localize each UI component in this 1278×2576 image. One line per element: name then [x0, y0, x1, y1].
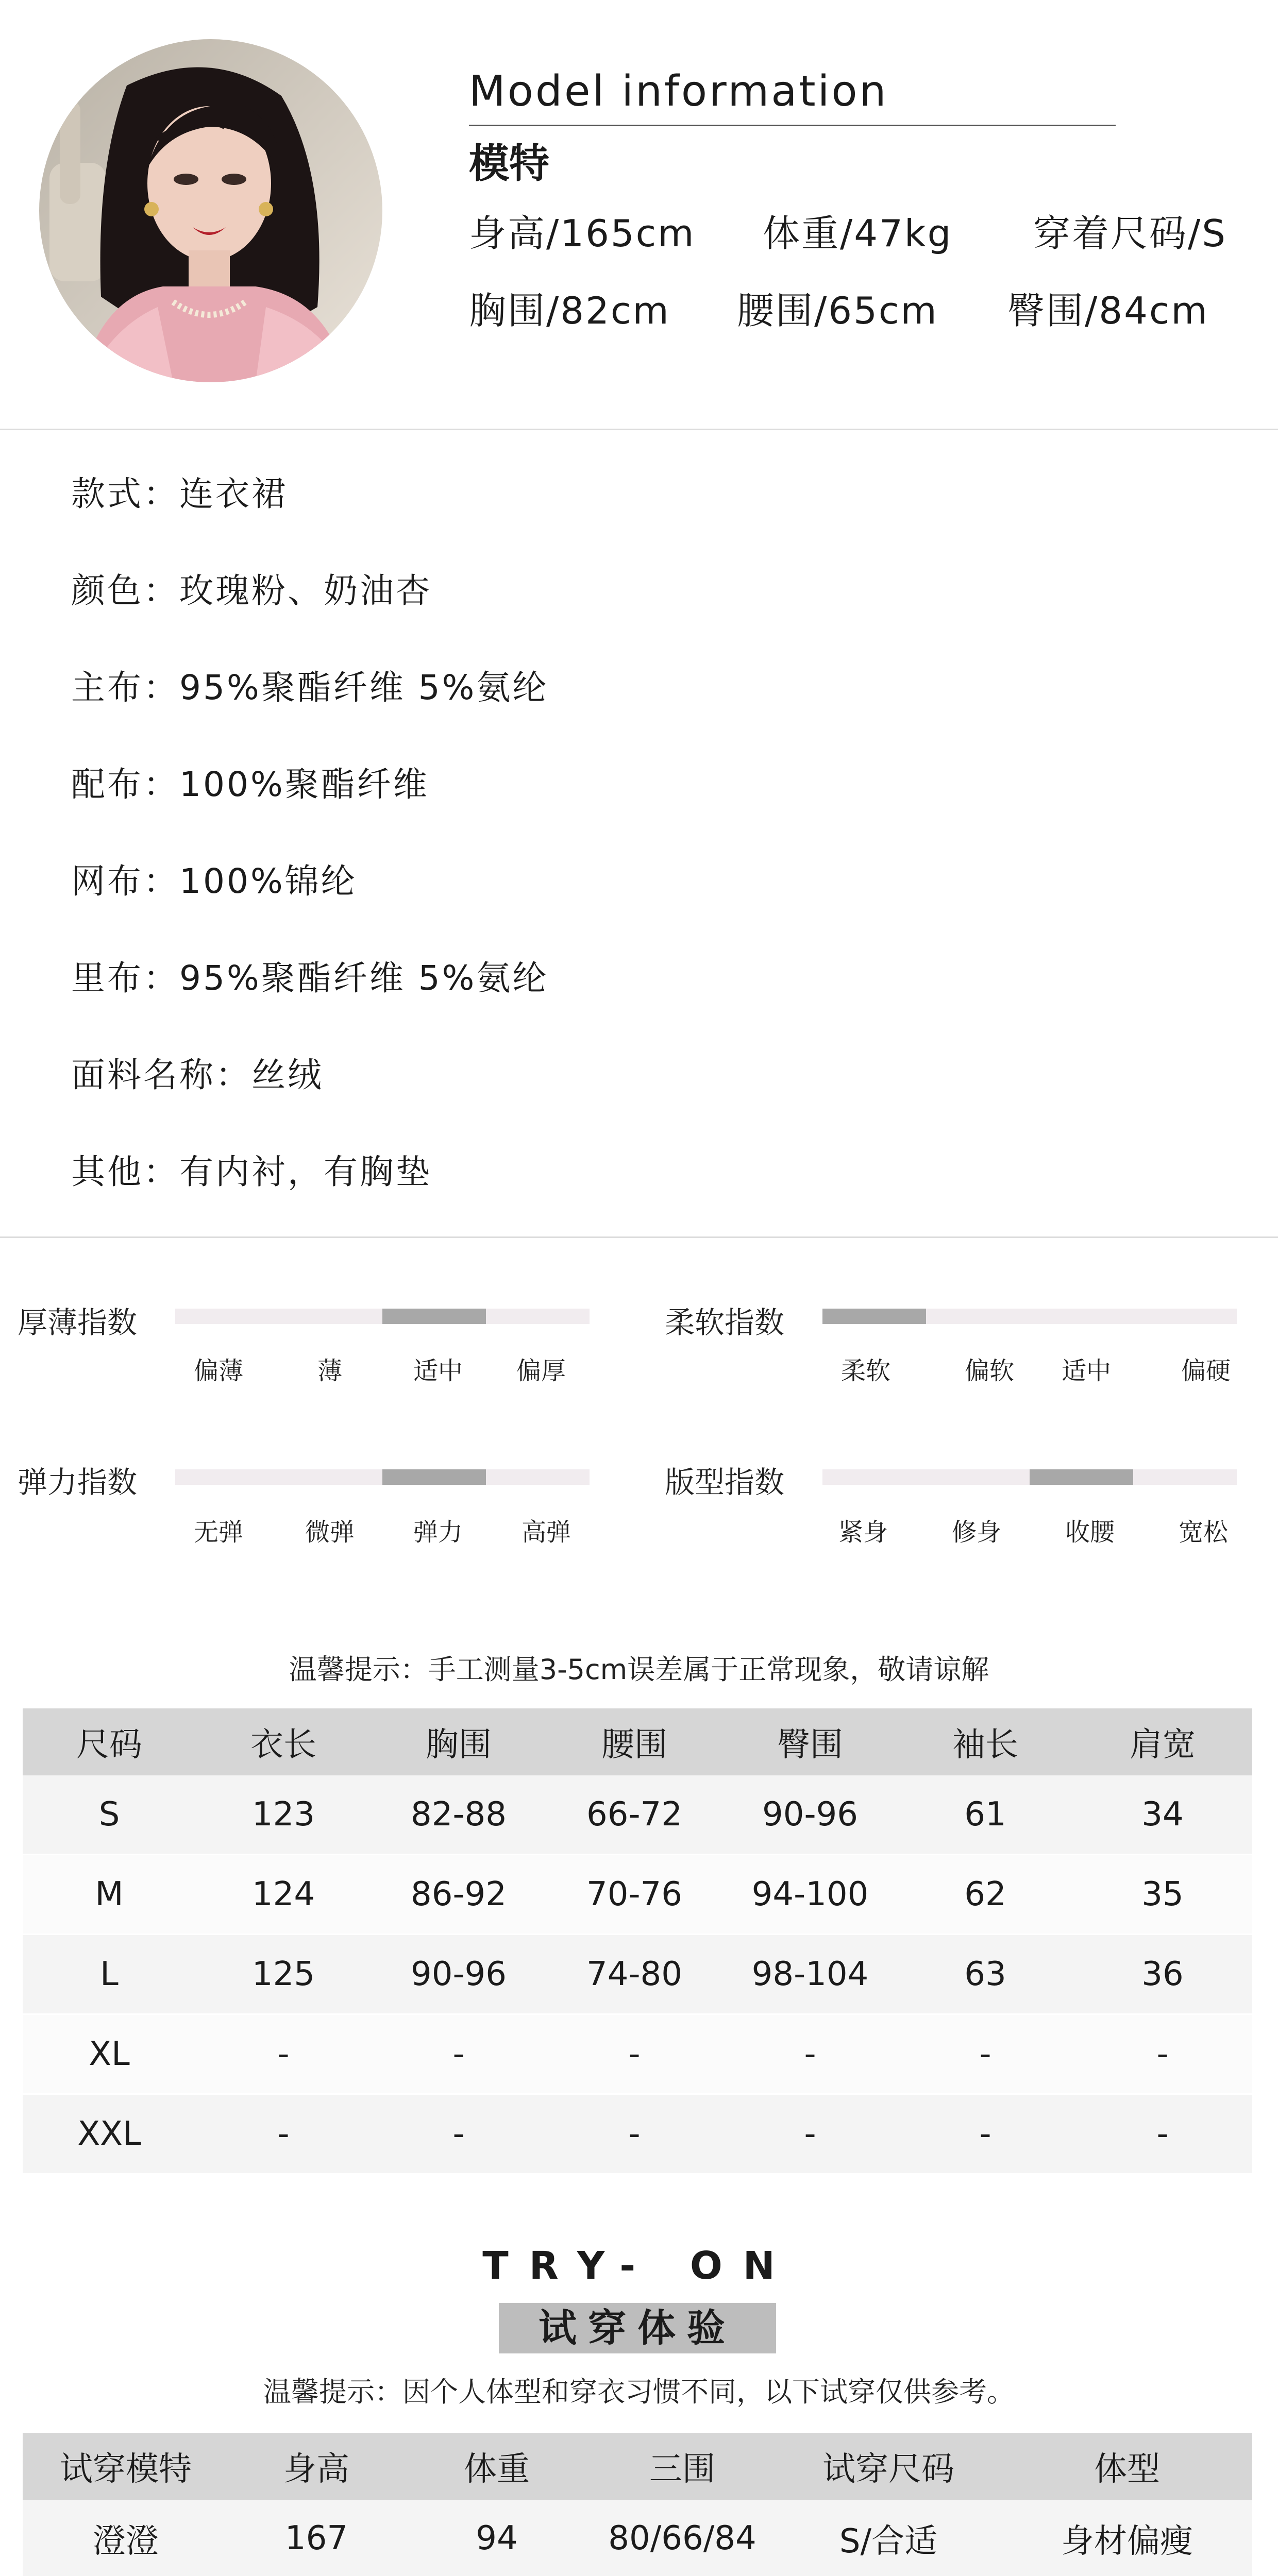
model-hip: 臀围/84cm: [1007, 289, 1209, 332]
table-cell: -: [196, 2014, 371, 2094]
table-cell: 94-100: [722, 1855, 898, 1935]
index-marker-fit: [1030, 1469, 1133, 1485]
index-title-thickness: 厚薄指数: [18, 1305, 138, 1340]
table-cell: 62: [898, 1855, 1073, 1935]
size-table-header: [23, 1708, 1252, 1775]
header-length: 衣长: [196, 1708, 371, 1775]
table-cell: 35: [1073, 1855, 1252, 1935]
header-shoulder: 肩宽: [1073, 1708, 1252, 1775]
header-sleeve: 袖长: [898, 1708, 1073, 1775]
model-info-subtitle: 模特: [469, 141, 550, 187]
attr-other: 其他：有内衬，有胸垫: [71, 1152, 432, 1192]
tryon-title: TRY- ON: [482, 2244, 796, 2288]
table-cell: 94: [404, 2500, 590, 2576]
table-row: [23, 2014, 1252, 2094]
index-label: 微弹: [305, 1518, 355, 1547]
header-tryon-height: 身高: [229, 2433, 404, 2500]
table-cell: -: [371, 2094, 546, 2174]
attr-lining: 里布：95%聚酯纤维 5%氨纶: [71, 958, 549, 998]
model-info-title: Model information: [469, 67, 888, 116]
index-label: 无弹: [193, 1518, 243, 1547]
model-weight: 体重/47kg: [763, 212, 953, 255]
header-bust: 胸围: [371, 1708, 546, 1775]
index-title-elasticity: 弹力指数: [18, 1465, 138, 1500]
table-cell: S: [23, 1775, 196, 1855]
table-cell: 70-76: [546, 1855, 722, 1935]
table-row: [23, 1935, 1252, 2014]
table-cell: 63: [898, 1935, 1073, 2014]
size-table: [23, 1708, 1252, 2175]
table-cell: 90-96: [371, 1935, 546, 2014]
table-cell: -: [546, 2014, 722, 2094]
index-title-softness: 柔软指数: [665, 1305, 785, 1340]
index-track-elasticity: [175, 1469, 590, 1485]
index-label: 柔软: [840, 1357, 890, 1385]
index-marker-softness: [822, 1309, 926, 1324]
table-cell: L: [23, 1935, 196, 2014]
table-row: [23, 2094, 1252, 2174]
table-cell: 167: [229, 2500, 404, 2576]
table-cell: 86-92: [371, 1855, 546, 1935]
header-waist: 腰围: [546, 1708, 722, 1775]
header-hip: 臀围: [722, 1708, 898, 1775]
model-photo-illustration: [39, 39, 382, 382]
tryon-table-header: [23, 2433, 1252, 2500]
table-cell: 125: [196, 1935, 371, 2014]
table-cell: 90-96: [722, 1775, 898, 1855]
index-label: 收腰: [1065, 1518, 1115, 1547]
table-cell: 123: [196, 1775, 371, 1855]
index-marker-elasticity: [382, 1469, 486, 1485]
table-cell: 98-104: [722, 1935, 898, 2014]
index-label: 修身: [951, 1518, 1001, 1547]
index-track-softness: [822, 1309, 1237, 1324]
header-tryon-bodytype: 体型: [1002, 2433, 1252, 2500]
table-cell: 74-80: [546, 1935, 722, 2014]
table-cell: 身材偏瘦: [1002, 2500, 1252, 2576]
section-divider: [0, 429, 1278, 430]
index-label: 适中: [413, 1357, 463, 1385]
size-note: 温馨提示：手工测量3-5cm误差属于正常现象，敬请谅解: [289, 1653, 989, 1686]
model-height: 身高/165cm: [469, 212, 696, 255]
table-cell: -: [898, 2094, 1073, 2174]
model-photo: [39, 39, 382, 382]
header-tryon-size: 试穿尺码: [775, 2433, 1002, 2500]
header-size: 尺码: [23, 1708, 196, 1775]
index-label: 高弹: [521, 1518, 571, 1547]
tryon-note: 温馨提示：因个人体型和穿衣习惯不同，以下试穿仅供参考。: [263, 2376, 1015, 2408]
index-label: 偏薄: [193, 1357, 243, 1385]
index-label: 偏厚: [516, 1357, 566, 1385]
attr-secondary-fabric: 配布：100%聚酯纤维: [71, 765, 429, 804]
table-cell: 61: [898, 1775, 1073, 1855]
index-track-thickness: [175, 1309, 590, 1324]
index-label: 薄: [317, 1357, 342, 1385]
index-label: 宽松: [1178, 1518, 1228, 1547]
table-cell: -: [898, 2014, 1073, 2094]
index-marker-thickness: [382, 1309, 486, 1324]
index-track-fit: [822, 1469, 1237, 1485]
table-cell: -: [546, 2094, 722, 2174]
table-cell: 36: [1073, 1935, 1252, 2014]
table-cell: XL: [23, 2014, 196, 2094]
table-cell: S/合适: [775, 2500, 1002, 2576]
attr-style: 款式：连衣裙: [71, 474, 288, 514]
table-cell: -: [1073, 2014, 1252, 2094]
model-size: 穿着尺码/S: [1033, 212, 1227, 255]
section-divider: [0, 1236, 1278, 1238]
header-tryon-measurements: 三围: [590, 2433, 775, 2500]
table-cell: -: [722, 2014, 898, 2094]
index-label: 弹力: [413, 1518, 463, 1547]
model-bust: 胸围/82cm: [469, 289, 670, 332]
index-title-fit: 版型指数: [665, 1465, 785, 1500]
table-cell: M: [23, 1855, 196, 1935]
attr-color: 颜色：玫瑰粉、奶油杏: [71, 571, 432, 611]
table-cell: -: [1073, 2094, 1252, 2174]
table-cell: 82-88: [371, 1775, 546, 1855]
table-cell: -: [371, 2014, 546, 2094]
index-label: 紧身: [838, 1518, 888, 1547]
table-row: [23, 2500, 1252, 2576]
table-cell: -: [196, 2094, 371, 2174]
index-label: 偏软: [964, 1357, 1014, 1385]
tryon-badge: 试穿体验: [539, 2306, 736, 2350]
model-title-underline: [469, 125, 1116, 126]
table-cell: 66-72: [546, 1775, 722, 1855]
table-cell: 澄澄: [23, 2500, 229, 2576]
attr-fabric-name: 面料名称：丝绒: [71, 1055, 324, 1095]
table-row: [23, 1775, 1252, 1855]
model-waist: 腰围/65cm: [737, 289, 938, 332]
header-tryon-weight: 体重: [404, 2433, 590, 2500]
table-cell: 80/66/84: [590, 2500, 775, 2576]
attr-mesh-fabric: 网布：100%锦纶: [71, 861, 357, 901]
table-cell: XXL: [23, 2094, 196, 2174]
index-label: 适中: [1061, 1357, 1111, 1385]
table-cell: 124: [196, 1855, 371, 1935]
tryon-table: [23, 2433, 1252, 2576]
index-label: 偏硬: [1181, 1357, 1231, 1385]
table-cell: 34: [1073, 1775, 1252, 1855]
attr-main-fabric: 主布：95%聚酯纤维 5%氨纶: [71, 668, 549, 707]
table-cell: -: [722, 2094, 898, 2174]
table-row: [23, 1855, 1252, 1935]
header-tryon-model: 试穿模特: [23, 2433, 229, 2500]
